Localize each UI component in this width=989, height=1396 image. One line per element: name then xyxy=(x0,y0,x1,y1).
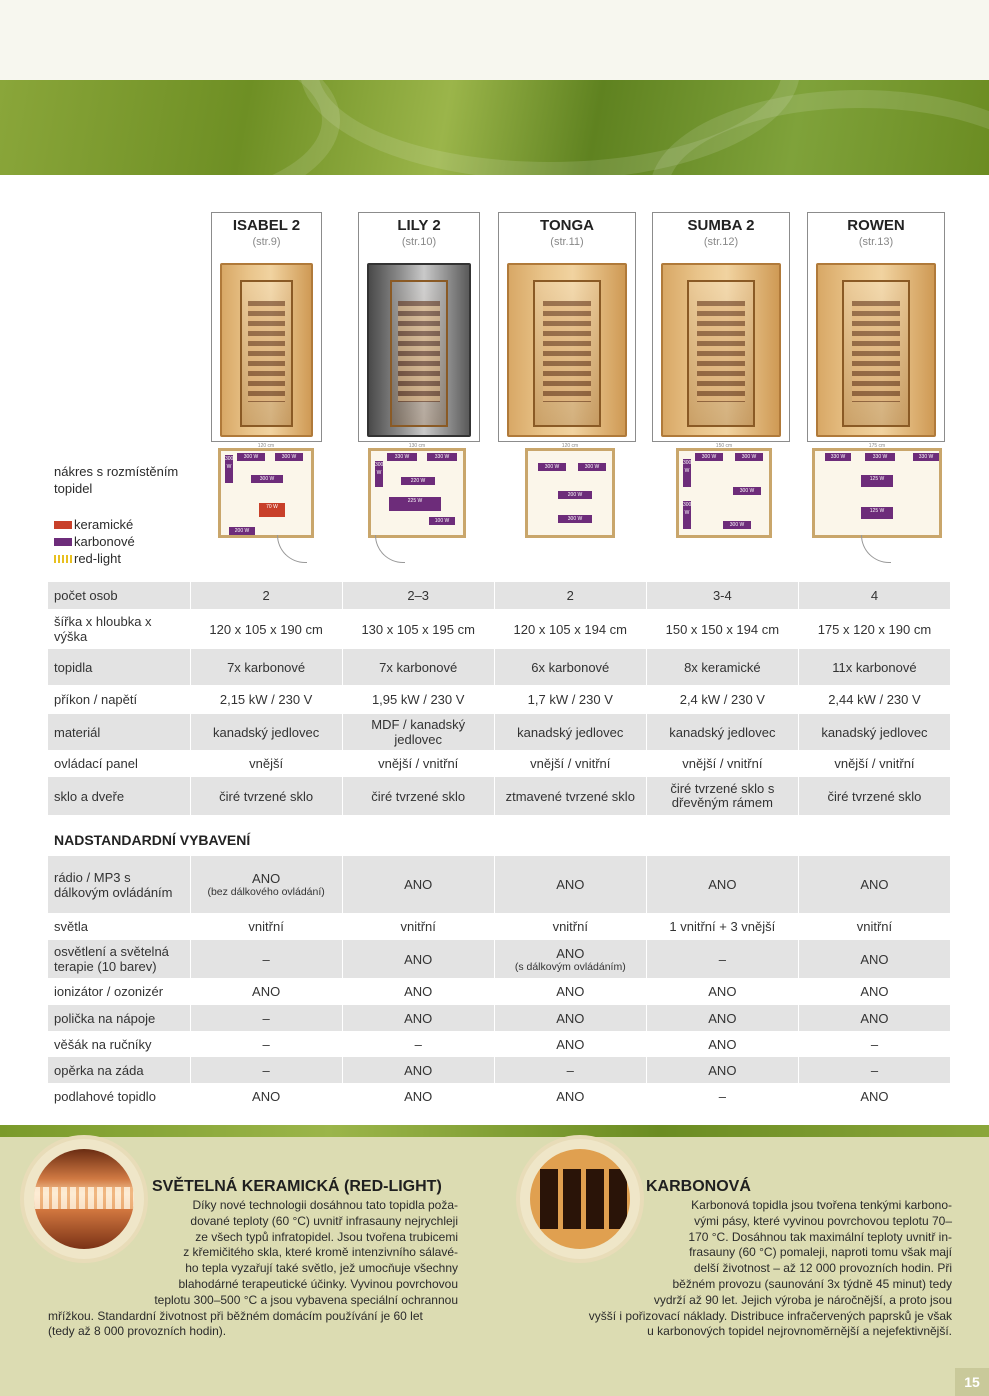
table-cell: 175 x 120 x 190 cm xyxy=(798,609,950,649)
table-row xyxy=(48,913,951,940)
heater-carbon: 300 W xyxy=(683,459,691,487)
table-cell: 1,95 kW / 230 V xyxy=(342,685,494,714)
text-line: vými pásy, které vyvinou povrchovou teplotu 70– xyxy=(694,1213,952,1228)
heater-carbon: 300 W xyxy=(375,461,383,487)
row-label: polička na nápoje xyxy=(48,1005,190,1031)
product-page-ref: (str.13) xyxy=(858,236,894,248)
table-cell: ANO xyxy=(342,1083,494,1110)
row-label: ionizátor / ozonizér xyxy=(48,978,190,1005)
text-line: Díky nové technologii dosáhnou tato topidla poža- xyxy=(192,1198,458,1212)
redlight-swatch xyxy=(54,555,72,563)
text-line: teplotu 300–500 °C a jsou vybavena speciální ochrannou xyxy=(154,1292,458,1307)
table-cell: 11x karbonové xyxy=(798,649,950,685)
row-label: topidla xyxy=(48,649,190,685)
ceramic-swatch xyxy=(54,521,72,529)
text-line: vyšší i pořizovací náklady. Distribuce infračervených paprsků je však xyxy=(588,1308,952,1323)
plan-dimension: 175 cm xyxy=(868,443,886,449)
text-line: dované teploty (60 °C) uvnitř infrasauny nejrychleji xyxy=(190,1213,458,1228)
table-row xyxy=(48,856,951,913)
legend-redlight: red-light xyxy=(74,551,121,566)
table-cell: – xyxy=(190,1031,342,1057)
heater-carbon: 300 W xyxy=(538,463,566,471)
product-card xyxy=(652,212,790,442)
table-cell: MDF / kanadský jedlovec xyxy=(342,714,494,750)
table-cell: 120 x 105 x 194 cm xyxy=(494,609,646,649)
table-cell: ANO xyxy=(646,856,798,913)
text-line: mřížkou. Standardní životnost při běžném domácím používání je 60 let xyxy=(48,1308,423,1323)
table-cell: vnitřní xyxy=(190,913,342,940)
ceramic-title: SVĚTELNÁ KERAMICKÁ (RED-LIGHT) xyxy=(152,1178,442,1195)
text-line: z křemičitého skla, které kromě intenzivního sálavé- xyxy=(183,1245,458,1260)
table-cell: 7x karbonové xyxy=(342,649,494,685)
table-cell: ANO xyxy=(646,978,798,1005)
table-cell: ANO xyxy=(646,1057,798,1083)
table-cell: čiré tvrzené sklo xyxy=(190,777,342,815)
heater-carbon: 300 W xyxy=(735,453,763,461)
table-row xyxy=(48,777,951,815)
text-line: ze všech typů infratopidel. Jsou tvořena trubicemi xyxy=(195,1229,458,1244)
table-cell: vnitřní xyxy=(494,913,646,940)
text-line: Karbonová topidla jsou tvořena tenkými karbono- xyxy=(691,1198,952,1212)
table-cell: kanadský jedlovec xyxy=(798,714,950,750)
product-card xyxy=(211,212,322,442)
heater-carbon: 300 W xyxy=(275,453,303,461)
heater-floor: 125 W xyxy=(861,475,893,487)
heater-carbon: 330 W xyxy=(913,453,939,461)
table-cell: 2 xyxy=(190,582,342,609)
heater-floor: 70 W xyxy=(259,503,285,517)
floor-plan xyxy=(218,443,314,538)
table-cell: 150 x 150 x 194 cm xyxy=(646,609,798,649)
legend-carbon: karbonové xyxy=(74,534,135,549)
product-name: TONGA xyxy=(540,217,594,234)
product-page-ref: (str.11) xyxy=(550,236,584,248)
text-line: frasauny (60 °C) pomaleji, naproti tomu však mají xyxy=(689,1245,952,1260)
heater-carbon: 330 W xyxy=(825,453,851,461)
text-line: delší životnost – až 12 000 provozních hodin. Při xyxy=(693,1261,952,1276)
table-cell: čiré tvrzené sklo s dřevěným rámem xyxy=(646,777,798,815)
extras-title: NADSTANDARDNÍ VYBAVENÍ xyxy=(54,832,251,848)
text-line: ho tepla vyzařují také světlo, jež umocňuje všechny xyxy=(185,1261,458,1276)
table-cell: ANO xyxy=(798,1005,950,1031)
table-cell: ANO xyxy=(798,856,950,913)
legend-title: nákres s rozmístěním topidel xyxy=(54,464,179,496)
table-cell: – xyxy=(646,940,798,978)
spec-table xyxy=(48,582,951,815)
cell-value: ANO xyxy=(556,945,585,961)
table-cell: – xyxy=(190,1057,342,1083)
carbon-description xyxy=(540,1198,952,1340)
heater-floor: 125 W xyxy=(861,507,893,519)
product-card xyxy=(807,212,945,442)
product-card xyxy=(498,212,636,442)
table-cell: ANO xyxy=(798,940,950,978)
sauna-photo xyxy=(661,263,781,437)
product-name: ISABEL 2 xyxy=(232,217,301,234)
row-label: podlahové topidlo xyxy=(48,1083,190,1110)
floor-plan xyxy=(676,443,772,538)
table-row xyxy=(48,1057,951,1083)
sauna-photo xyxy=(367,263,471,437)
table-cell: 3-4 xyxy=(646,582,798,609)
table-row xyxy=(48,1005,951,1031)
table-row xyxy=(48,714,951,750)
table-cell: – xyxy=(798,1057,950,1083)
row-label: sklo a dveře xyxy=(48,777,190,815)
table-cell: 8x keramické xyxy=(646,649,798,685)
plan-dimension: 130 cm xyxy=(408,443,426,449)
floor-plan xyxy=(368,443,466,538)
table-cell: – xyxy=(342,1031,494,1057)
table-cell: vnější / vnitřní xyxy=(342,750,494,777)
heater-carbon: 100 W xyxy=(429,517,455,525)
heater-carbon: 300 W xyxy=(723,521,751,529)
table-cell: ANO xyxy=(342,940,494,978)
row-label: šířka x hloubka x výška xyxy=(48,609,190,649)
table-row xyxy=(48,1083,951,1110)
heater-carbon: 200 W xyxy=(229,527,255,535)
heater-carbon: 330 W xyxy=(427,453,457,461)
product-card xyxy=(358,212,480,442)
heater-carbon: 300 W xyxy=(683,501,691,529)
heater-carbon: 300 W xyxy=(578,463,606,471)
heater-carbon: 300 W xyxy=(558,515,592,523)
heater-carbon: 330 W xyxy=(865,453,895,461)
table-row xyxy=(48,940,951,978)
table-cell: kanadský jedlovec xyxy=(646,714,798,750)
extras-table xyxy=(48,856,951,1110)
table-row xyxy=(48,685,951,714)
table-row xyxy=(48,978,951,1005)
table-row xyxy=(48,582,951,609)
text-line: vydrží až 90 let. Jejich výroba je náročnější, a proto jsou xyxy=(653,1292,952,1307)
table-cell: vnější / vnitřní xyxy=(646,750,798,777)
row-label: světla xyxy=(48,913,190,940)
heater-carbon: 330 W xyxy=(387,453,417,461)
table-cell: vnitřní xyxy=(342,913,494,940)
ceramic-description xyxy=(48,1198,458,1340)
row-label: rádio / MP3 s dálkovým ovládáním xyxy=(48,856,190,913)
table-cell: ANO xyxy=(798,978,950,1005)
text-line: běžném provozu (saunování 3x týdně 45 minut) tedy xyxy=(672,1276,952,1291)
table-cell: 1 vnitřní + 3 vnější xyxy=(646,913,798,940)
table-cell: ANO xyxy=(190,978,342,1005)
table-cell: 120 x 105 x 190 cm xyxy=(190,609,342,649)
text-line: blahodárné terapeutické účinky. Vyvinou povrchovou xyxy=(178,1276,458,1291)
heater-carbon: 300 W xyxy=(237,453,265,461)
product-name: LILY 2 xyxy=(397,217,441,234)
row-label: materiál xyxy=(48,714,190,750)
heater-floor: 225 W xyxy=(389,497,441,511)
table-cell: ANO xyxy=(494,856,646,913)
table-cell: ANO xyxy=(342,1005,494,1031)
bottom-banner xyxy=(0,1125,989,1137)
cell-note: (bez dálkového ovládání) xyxy=(207,886,325,898)
heater-carbon: 300 W xyxy=(733,487,761,495)
heater-carbon: 300 W xyxy=(251,475,283,483)
table-cell: 2 xyxy=(494,582,646,609)
table-cell: 6x karbonové xyxy=(494,649,646,685)
text-line: 170 °C. Dosáhnou tak maximální teploty uvnitř in- xyxy=(688,1229,952,1244)
legend-ceramic: keramické xyxy=(74,517,134,532)
heater-carbon: 200 W xyxy=(558,491,592,499)
table-cell: ANO xyxy=(342,856,494,913)
heater-carbon: 300 W xyxy=(695,453,723,461)
table-cell: vnitřní xyxy=(798,913,950,940)
plan-dimension: 120 cm xyxy=(257,443,275,449)
table-cell: ANO xyxy=(494,1083,646,1110)
table-cell: vnější / vnitřní xyxy=(494,750,646,777)
product-name: ROWEN xyxy=(847,217,905,234)
table-cell: 7x karbonové xyxy=(190,649,342,685)
table-cell xyxy=(494,940,646,978)
table-cell: ANO xyxy=(494,978,646,1005)
carbon-title: KARBONOVÁ xyxy=(646,1178,751,1195)
product-name: SUMBA 2 xyxy=(687,217,755,234)
table-row xyxy=(48,1031,951,1057)
page-number: 15 xyxy=(955,1368,989,1396)
sauna-photo xyxy=(816,263,936,437)
heater-legend xyxy=(54,516,135,567)
table-row xyxy=(48,649,951,685)
cell-note: (s dálkovým ovládáním) xyxy=(514,960,626,973)
product-page-ref: (str.9) xyxy=(252,236,281,248)
floor-plan xyxy=(525,443,615,538)
table-cell: 130 x 105 x 195 cm xyxy=(342,609,494,649)
table-cell: ANO xyxy=(646,1005,798,1031)
table-cell: čiré tvrzené sklo xyxy=(342,777,494,815)
table-row xyxy=(48,609,951,649)
table-cell: – xyxy=(190,940,342,978)
plan-dimension: 120 cm xyxy=(561,443,579,449)
table-cell: – xyxy=(646,1083,798,1110)
header-banner xyxy=(0,80,989,175)
table-cell: 1,7 kW / 230 V xyxy=(494,685,646,714)
sauna-photo xyxy=(220,263,313,437)
row-label: věšák na ručníky xyxy=(48,1031,190,1057)
table-cell: čiré tvrzené sklo xyxy=(798,777,950,815)
row-label: ovládací panel xyxy=(48,750,190,777)
row-label: příkon / napětí xyxy=(48,685,190,714)
table-cell: 2,44 kW / 230 V xyxy=(798,685,950,714)
heater-carbon: 220 W xyxy=(401,477,435,485)
table-cell: vnější / vnitřní xyxy=(798,750,950,777)
table-cell: 2–3 xyxy=(342,582,494,609)
table-cell: 2,15 kW / 230 V xyxy=(190,685,342,714)
table-cell: ANO xyxy=(190,1083,342,1110)
table-cell: ANO xyxy=(646,1031,798,1057)
table-cell: kanadský jedlovec xyxy=(190,714,342,750)
table-cell: – xyxy=(494,1057,646,1083)
table-cell: kanadský jedlovec xyxy=(494,714,646,750)
table-cell: vnější xyxy=(190,750,342,777)
cell-value: ANO xyxy=(252,871,281,886)
row-label: opěrka na záda xyxy=(48,1057,190,1083)
carbon-swatch xyxy=(54,538,72,546)
sauna-photo xyxy=(507,263,627,437)
floor-plan xyxy=(812,443,942,538)
table-cell xyxy=(190,856,342,913)
product-page-ref: (str.12) xyxy=(703,236,739,248)
plan-dimension: 150 cm xyxy=(715,443,733,449)
text-line: u karbonových topidel nejrovnoměrnější a nejefektivnější. xyxy=(647,1324,952,1339)
table-cell: ztmavené tvrzené sklo xyxy=(494,777,646,815)
table-cell: – xyxy=(190,1005,342,1031)
top-margin xyxy=(0,0,989,80)
table-cell: – xyxy=(798,1031,950,1057)
table-row xyxy=(48,750,951,777)
table-cell: 2,4 kW / 230 V xyxy=(646,685,798,714)
product-page-ref: (str.10) xyxy=(401,236,437,248)
table-cell: ANO xyxy=(494,1031,646,1057)
table-cell: ANO xyxy=(342,978,494,1005)
table-cell: 4 xyxy=(798,582,950,609)
table-cell: ANO xyxy=(494,1005,646,1031)
heater-carbon: 300 W xyxy=(225,455,233,483)
text-line: (tedy až 8 000 provozních hodin). xyxy=(48,1324,227,1339)
row-label: osvětlení a světelná terapie (10 barev) xyxy=(48,940,190,978)
row-label: počet osob xyxy=(48,582,190,609)
table-cell: ANO xyxy=(342,1057,494,1083)
table-cell: ANO xyxy=(798,1083,950,1110)
